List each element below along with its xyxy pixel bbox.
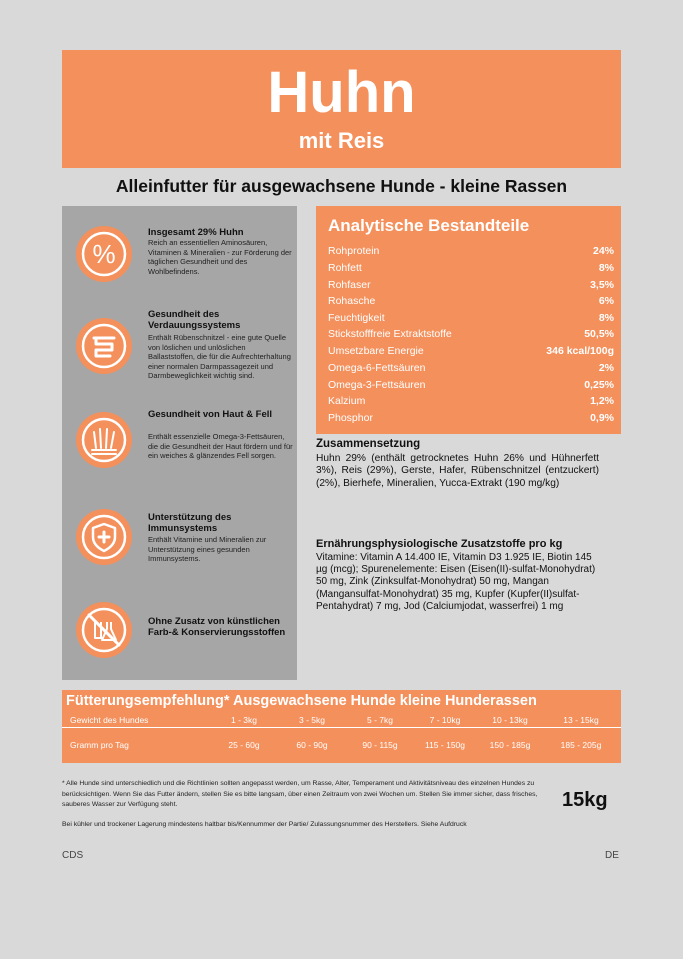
no-chemicals-icon xyxy=(76,602,132,658)
analytics-row xyxy=(328,362,614,374)
benefit-title: Gesundheit des Verdauungssystems xyxy=(148,309,241,331)
analytics-label: Feuchtigkeit xyxy=(328,312,385,324)
feeding-amount-cell: 90 - 115g xyxy=(362,740,398,750)
analytics-row xyxy=(328,328,614,340)
feeding-weight-cell: 3 - 5kg xyxy=(299,715,325,725)
analytics-row xyxy=(328,412,614,424)
feeding-weight-cell: 10 - 13kg xyxy=(492,715,528,725)
benefit-text: Enthält Rübenschnitzel - eine gute Quelle von löslichen und unlöslichen Ballaststoffen, die für die Aufrechterhaltung einer normalen Darmpassagezeit und Darmbeweglichkeit wichtig sind. xyxy=(148,333,291,381)
feeding-amount-label: Gramm pro Tag xyxy=(70,740,129,750)
analytics-value: 3,5% xyxy=(590,279,614,291)
product-subtitle: mit Reis xyxy=(298,128,385,153)
footnote: * Alle Hunde sind unterschiedlich und die Richtlinien sollten angepasst werden, um Rasse, Alter, Temperament und Aktivitätsniveau des einzelnen Hundes zu berücksichtigen. Wenn Sie das Futter ändern, stellen Sie es bitte langsam, über einen Zeitraum von zwei Wochen um. Stellen Sie immer sicher, dass frisches, sauberes Wasser zur Verfügung steht. xyxy=(62,780,538,808)
analytics-value: 50,5% xyxy=(584,328,614,340)
analytics-value: 2% xyxy=(598,362,614,374)
composition-text: Huhn 29% (enthält getrocknetes Huhn 26% und Hühnerfett 3%), Reis (29%), Gerste, Hafer, Rübenschnitzel (entzuckert) (2%), Bierhefe, Mineralien, Yucca-Extrakt (190 mg/kg) xyxy=(316,453,599,489)
product-headline: Alleinfutter für ausgewachsene Hunde - kleine Rassen xyxy=(115,176,568,196)
svg-text:%: % xyxy=(92,239,116,269)
analytics-value: 8% xyxy=(598,312,614,324)
analytics-row xyxy=(328,279,614,291)
header-banner xyxy=(62,50,621,168)
feeding-title: Fütterungsempfehlung* Ausgewachsene Hunde kleine Hunderassen xyxy=(66,693,537,709)
shield-icon xyxy=(76,509,132,565)
feeding-amount-cell: 150 - 185g xyxy=(489,740,531,750)
analytics-value: 346 kcal/100g xyxy=(546,345,614,357)
analytics-label: Umsetzbare Energie xyxy=(328,345,424,357)
feeding-weight-cell: 1 - 3kg xyxy=(231,715,257,725)
package-weight: 15kg xyxy=(562,789,608,811)
benefit-text: Reich an essentiellen Aminosäuren, Vitaminen & Mineralien - zur Förderung der täglichen Gesundheit und des Wohlbefindens. xyxy=(148,238,292,276)
additives-title: Ernährungsphysiologische Zusatzstoffe pro kg xyxy=(316,538,563,550)
language-code: DE xyxy=(605,850,619,861)
analytics-value: 6% xyxy=(598,295,614,307)
analytics-value: 0,9% xyxy=(590,412,614,424)
feeding-amount-cell: 25 - 60g xyxy=(228,740,260,750)
intestine-icon xyxy=(76,318,132,374)
analytics-row xyxy=(328,395,614,407)
skin-hair-icon xyxy=(76,412,132,468)
additives-text: Vitamine: Vitamin A 14.400 IE, Vitamin D3 1.925 IE, Biotin 145 µg (mcg); Spurenelemente: Eisen (Eisen(II)-sulfat-Monohydrat) 50 mg, Zink (Zinksulfat-Monohydrat) 50 mg, Mangan (Mangansulfat-Monohydrat) 35 mg, Kupfer (Kupfer(II)sulfat-Pentahydrat) 7 mg, Jod (Calciumjodat, wasserfrei) 1 mg xyxy=(316,552,596,612)
composition-title: Zusammensetzung xyxy=(316,438,421,450)
feeding-amount-cell: 60 - 90g xyxy=(296,740,328,750)
benefit-title: Unterstützung des Immunsystems xyxy=(148,512,232,534)
percent-icon xyxy=(76,226,132,282)
analytics-value: 1,2% xyxy=(590,395,614,407)
analytics-row xyxy=(328,312,614,324)
analytics-title: Analytische Bestandteile xyxy=(328,216,530,235)
storage-note: Bei kühler und trockener Lagerung mindestens haltbar bis/Kennummer der Partie/ Zulassungsnummer des Herstellers. Siehe Aufdruck xyxy=(62,821,467,828)
analytics-label: Rohasche xyxy=(328,295,376,307)
analytics-label: Omega-3-Fettsäuren xyxy=(328,379,426,391)
benefit-title: Ohne Zusatz von künstlichen Farb-& Konservierungsstoffen xyxy=(148,616,286,638)
analytics-row xyxy=(328,345,614,357)
feeding-weight-cell: 5 - 7kg xyxy=(367,715,393,725)
feeding-weight-cell: 7 - 10kg xyxy=(429,715,461,725)
feeding-table xyxy=(62,690,621,763)
benefit-title: Gesundheit von Haut & Fell xyxy=(148,409,273,420)
footer-code: CDS xyxy=(62,850,84,861)
analytics-label: Phosphor xyxy=(328,412,373,424)
analytics-value: 24% xyxy=(592,245,614,257)
analytics-row xyxy=(328,379,614,391)
analytics-panel xyxy=(316,206,621,434)
feeding-amount-cell: 115 - 150g xyxy=(424,740,465,750)
analytics-label: Kalzium xyxy=(328,395,366,407)
analytics-value: 0,25% xyxy=(584,379,614,391)
feeding-divider xyxy=(62,727,621,728)
analytics-label: Rohfett xyxy=(328,262,362,274)
analytics-row xyxy=(328,295,614,307)
benefits-panel xyxy=(62,206,297,680)
feeding-amount-cell: 185 - 205g xyxy=(560,740,602,750)
feeding-weight-cell: 13 - 15kg xyxy=(563,715,599,725)
analytics-label: Rohprotein xyxy=(328,245,380,257)
analytics-label: Rohfaser xyxy=(328,279,371,291)
analytics-row xyxy=(328,262,614,274)
analytics-label: Stickstofffreie Extraktstoffe xyxy=(328,328,452,340)
product-title: Huhn xyxy=(267,60,416,125)
analytics-value: 8% xyxy=(598,262,614,274)
benefit-title: Insgesamt 29% Huhn xyxy=(148,227,244,238)
feeding-weight-label: Gewicht des Hundes xyxy=(70,715,149,725)
benefit-text: Enthält Vitamine und Mineralien zur Unterstützung eines gesunden Immunsystems. xyxy=(148,535,267,564)
benefit-text: Enthält essenzielle Omega-3-Fettsäuren, die die Gesundheit der Haut fördern und für ein weiches & glänzendes Fell sorgen. xyxy=(148,432,293,461)
analytics-row xyxy=(328,245,614,257)
analytics-label: Omega-6-Fettsäuren xyxy=(328,362,426,374)
